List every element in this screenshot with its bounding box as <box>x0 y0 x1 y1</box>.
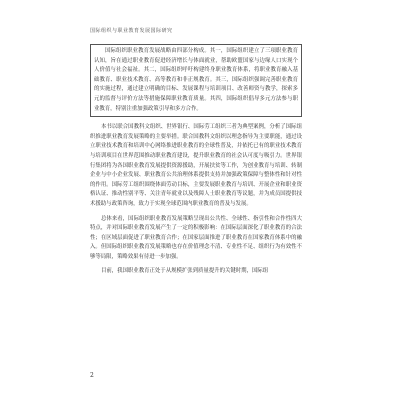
body-text <box>90 44 302 282</box>
paragraph: 国际组织职业教育发展战略由四部分构成。其一，国际组织建立了三项职业教育认知，旨在通过职业教育促进经济增长与体面就业，帮助欧盟国家与边缘人口实现个人价值与社会福祉。其二，国际组织呼吁构建终身职业教育体系，将职业教育融入基础教育、职业技术教育、高等教育和非正规教育。其三，国际组织强调完善职业教育的实施过程，通过建立明确的目标、发展课程与培训项目、改善师资与教学，探索多元的监督与评价方法等措施保障职业教育质量。其四，国际组织倡导多元方法参与职业教育，特别注重加强政策引导和多方合作。 <box>94 48 298 112</box>
running-head: 国际组织与职业教育发展国际研究 <box>90 28 173 34</box>
paragraph: 本书以联合国教科文组织、世界银行、国际劳工组织三者为典型案例，分析了国际组织推进职业教育发展策略的主要举措。联合国教科文组织以理念指导为主要职能，通过设立职业技术教育和培训中心网络推进职业教育的全球性普及，并依托已有的职业技术教育与培训项目在世界范围推动职业教育建设，提升职业教育的社会认可度与吸引力。世界银行集团将为各国职业教育发展提供资源援助，开展扶贫等工作，为创业教育与培训、转制企业与中小企业发展、职业教育公共治理体系提供支持并加强政策保障与整体性和针对性的作用。国际劳工组织围绕体面劳动目标，主要发展职业教育与培训、开展企业和职业资格认证、推动性别平等、关注青年就业以及残障人士职业教育等议题，并为成员国提供技术援助与政策咨询，致力于实现全球范围内职业教育的普及与发展。 <box>90 124 302 207</box>
paragraph: 总体来看，国际组织职业教育发展策略呈现出公共性、全球性、指引性和合作性四大特点，并对国际职业教育发展产生了一定的积极影响：在国际层面深化了职业教育的合法性；在区域层面促进了职业教育合作；在国家层面推进了职业教育在国家教育体系中的融入。但国际组织职业教育发展策略也存在价值理念不清、专业性不足、组织行为有效性不够等局限，策略效果有待进一步加强。 <box>90 215 302 260</box>
paragraph: 目前，我国职业教育正处于从规模扩张到质量提升的关键时期，国际组 <box>101 268 269 275</box>
page-number: 2 <box>90 372 94 379</box>
boxed-summary <box>90 44 302 117</box>
